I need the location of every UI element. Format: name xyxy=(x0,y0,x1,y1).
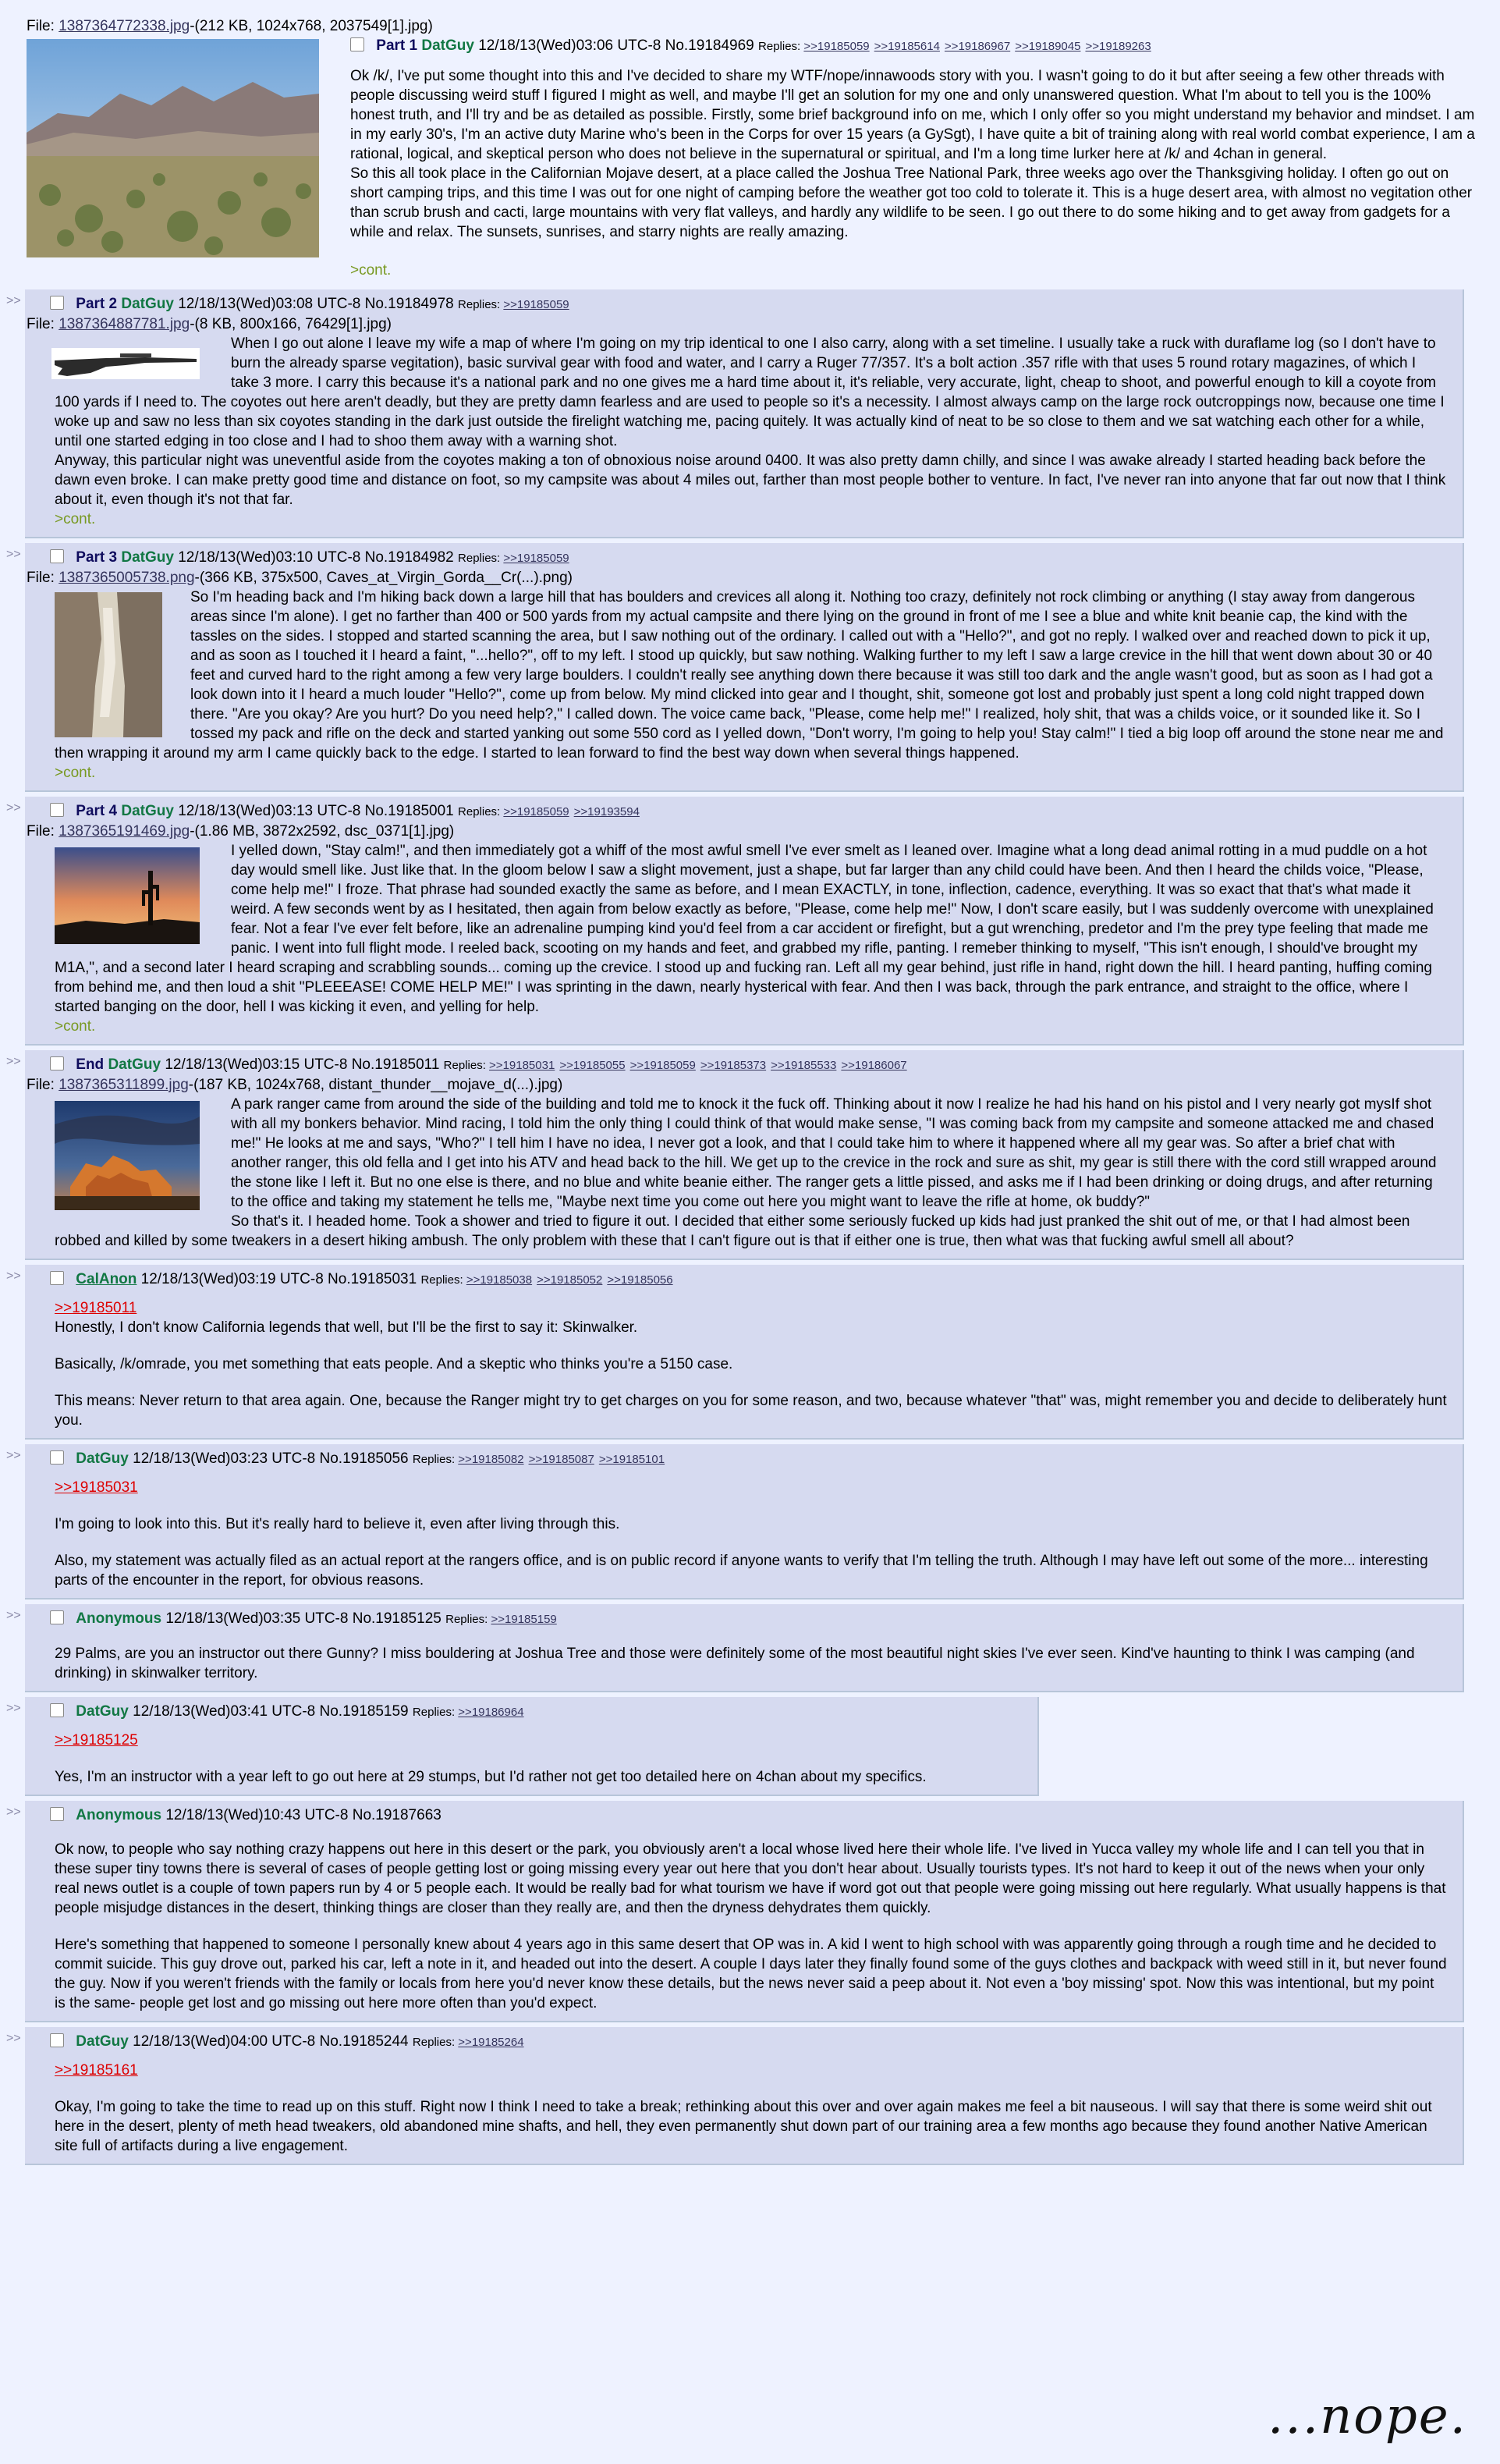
backlink[interactable]: >>19186964 xyxy=(458,1706,524,1719)
reply-poster-name: DatGuy xyxy=(108,1056,161,1073)
reply-datetime: 12/18/13(Wed)03:19 UTC-8 No.19185031 xyxy=(140,1271,417,1287)
reply-post xyxy=(25,1604,1464,1692)
reply-file-info: File: 1387365311899.jpg-(187 KB, 1024x768, distant_thunder__mojave_d(...).jpg) xyxy=(27,1077,563,1093)
op-post xyxy=(0,0,1500,280)
nope-watermark: ...nope. xyxy=(1268,2388,1467,2445)
backlink[interactable]: >>19185264 xyxy=(458,2036,524,2049)
reply-datetime: 12/18/13(Wed)03:13 UTC-8 No.19185001 xyxy=(178,803,454,819)
reply-body xyxy=(55,1840,1447,2013)
reply-subject: Part 2 xyxy=(76,296,118,312)
reply-file-link[interactable]: 1387364887781.jpg xyxy=(59,316,190,332)
reply-arrows: >> xyxy=(6,2032,21,2045)
reply-datetime: 12/18/13(Wed)04:00 UTC-8 No.19185244 xyxy=(133,2033,409,2050)
desert-storm-thumbnail-image[interactable] xyxy=(55,1101,200,1210)
reply-datetime: 12/18/13(Wed)03:08 UTC-8 No.19184978 xyxy=(178,296,454,312)
reply-post xyxy=(25,1801,1464,2022)
reply-body xyxy=(55,1095,1447,1251)
backlink[interactable]: >>19185059 xyxy=(503,805,569,818)
reply-paragraph: Basically, /k/omrade, you met something that eats people. And a skeptic who thinks you're a 5150 case. xyxy=(55,1356,733,1372)
reply-post xyxy=(25,1444,1464,1599)
reply-poster-name: Anonymous xyxy=(76,1610,162,1627)
reply-arrows: >> xyxy=(6,1055,21,1068)
reply-body xyxy=(55,588,1447,783)
reply-row xyxy=(0,1265,1500,1440)
reply-select-checkbox[interactable] xyxy=(50,549,64,563)
reply-select-checkbox[interactable] xyxy=(50,1807,64,1821)
reply-arrows: >> xyxy=(6,1805,21,1819)
reply-file-link[interactable]: 1387365005738.png xyxy=(59,570,195,586)
reply-arrows: >> xyxy=(6,294,21,307)
reply-backlinks: Replies: >>19185159 xyxy=(445,1613,557,1626)
quote-link[interactable]: >>19185031 xyxy=(55,1479,138,1496)
reply-row xyxy=(0,1604,1500,1692)
quote-link[interactable]: >>19185011 xyxy=(55,1300,137,1316)
reply-arrows: >> xyxy=(6,1449,21,1462)
backlink[interactable]: >>19185159 xyxy=(491,1613,557,1626)
reply-datetime: 12/18/13(Wed)03:10 UTC-8 No.19184982 xyxy=(178,549,454,566)
reply-poster-name: DatGuy xyxy=(76,2033,129,2050)
reply-post-part4 xyxy=(25,797,1464,1046)
reply-datetime: 12/18/13(Wed)03:15 UTC-8 No.19185011 xyxy=(165,1056,440,1073)
backlink[interactable]: >>19185373 xyxy=(700,1059,767,1072)
reply-file-info: File: 1387365005738.png-(366 KB, 375x500, Caves_at_Virgin_Gorda__Cr(...).png) xyxy=(27,570,573,586)
reply-arrows: >> xyxy=(6,548,21,561)
reply-paragraph: A park ranger came from around the side of the building and told me to knock it the fuck off. Thinking about it now I realize he had his hand on his pistol and I very nearly got mysIf shot with all my bonkers behavior. Mind racing, I told him the only thing I could think of that would make sense, "I was coming back from my campsite and someone attacked me and chased me!" He looks at me and says, "Who?" I tell him I have no idea, I never got a look, and that I could take him to where it happened where all my gear was. So after a brief chat with another ranger, this old fella and I get into his ATV and head back to the hill. We get up to the crevice in the rock and sure as shit, my gear is still there with the cord still wrapped around the stone like I left it. But no one else is there, and no blue and white beanie either. The ranger gets a little pissed, and asks me if I had been drinking or doing drugs, and after returning to the office and taking my statement he tells me, "Maybe next time you come out here you might want to leave the rifle at home, ok buddy?" xyxy=(231,1096,1437,1210)
reply-paragraph: So I'm heading back and I'm hiking back down a large hill that has boulders and crevices all along it. Nothing too crazy, definitely not rock climbing or anything (I stay away from dangerous areas since I'm alone). I get no farther than 400 or 500 yards from my actual campsite and there lying on the ground in front of me I see a blue and white knit beanie cap, the kind with the tassles on the sides. I stopped and started scanning the area, but I saw nothing out of the ordinary. I called out with a "Hello?", and got no reply. I walked over and reached down to pick it up, and as soon as I touched it I heard a faint, "...hello?", off to my left. I stood up quickly, but saw nothing. Walking further to my left I saw a large crevice in the hill that went down about 30 or 40 feet and curved hard to the right among a few very large boulders. I couldn't really see anything down there because it was still too dark and the angle wasn't good, but as soon as I had got a look down into it I heard a much louder "Hello?", come up from below. My mind clicked into gear and I thought, shit, someone got lost and probably just spent a long cold night trapped down there. "Are you okay? Are you hurt? Do you need help?," I called down. The voice came back, "Please, come help me!" I realized, holy shit, that was a childs voice, or it sounded like it. So I tossed my pack and rifle on the deck and started yanking out some 550 cord as I yelled down, "Don't worry, I'm going to help you! Stay calm!" I tied a big loop off around the stone near me and then wrapping it around my arm I came quickly back to the edge. I started to lean forward to find the best way down when several things happened. xyxy=(55,589,1444,762)
reply-paragraph: Also, my statement was actually filed as an actual report at the rangers office, and is on public record if anyone wants to verify that I'm telling the truth. Although I may have left out some of the more... interesting parts of the encounter in the report, for obvious reasons. xyxy=(55,1553,1428,1589)
reply-row xyxy=(0,1801,1500,2022)
reply-row xyxy=(0,543,1500,792)
reply-paragraph: 29 Palms, are you an instructor out there Gunny? I miss bouldering at Joshua Tree and those were definitely some of the most beautiful night skies I've ever seen. Kind've haunting to think I was camping (and drinking) in skinwalker territory. xyxy=(55,1646,1415,1681)
reply-body xyxy=(55,1478,1447,1590)
reply-poster-name: DatGuy xyxy=(76,1703,129,1720)
reply-poster-name: Anonymous xyxy=(76,1807,162,1823)
reply-paragraph: I'm going to look into this. But it's really hard to believe it, even after living through this. xyxy=(55,1516,620,1532)
reply-select-checkbox[interactable] xyxy=(50,2033,64,2047)
reply-backlinks: Replies: >>19186964 xyxy=(412,1706,524,1719)
reply-poster-name: DatGuy xyxy=(121,803,174,819)
reply-arrows: >> xyxy=(6,1269,21,1283)
cont-greentext: >cont. xyxy=(55,1018,96,1035)
op-paragraph: Ok /k/, I've put some thought into this and I've decided to share my WTF/nope/innawoods story with you. I wasn't going to do it but after seeing a few other threads with people discussing weird stuff I figured I might as well, and maybe I'll get an solution for my one and only unanswered question. What I'm about to tell you is the 100% honest truth, and I'll try and be as detailed as possible. Firstly, some brief background info on me, which I only offer so you might understand my behavior and mindset. I am in my early 30's, I'm an active duty Marine who's been in the Corps for over 15 years (a GySgt), I have quite a bit of training along with real world combat experience, I am a rational, logical, and skeptical person who does not believe in the supernatural or spiritual, and I'm a long time lurker here at /k/ and 4chan in general. xyxy=(350,68,1475,162)
reply-row xyxy=(0,1444,1500,1599)
reply-body xyxy=(55,2061,1447,2156)
backlink[interactable]: >>19185031 xyxy=(489,1059,555,1072)
backlink[interactable]: >>19185038 xyxy=(466,1273,533,1287)
op-file-info: File: 1387364772338.jpg-(212 KB, 1024x768, 2037549[1].jpg) xyxy=(27,18,433,34)
op-reply-link[interactable]: >>19185059 xyxy=(803,40,870,53)
op-reply-link[interactable]: >>19189045 xyxy=(1015,40,1081,53)
reply-row xyxy=(0,289,1500,538)
reply-paragraph: When I go out alone I leave my wife a map of where I'm going on my trip identical to one I also carry, along with a set timeline. I usually take a ruck with duraflame log (so I don't have to burn the already sparse vegitation), basic survival gear with food and water, and I carry a Ruger 77/357. It's a bolt action .357 rifle with that uses 5 round rotary magazines, of which I take 3 more. I carry this because it's a national park and no one gives me a hard time about it, it's reliable, very accurate, light, cheap to shoot, and powerful enough to kill a coyote from 100 yards if I need to. The coyotes out here aren't deadly, but they are pretty damn fearless and are used to people so it's a necessity. I almost always camp on the large rock outcroppings now, because one time I woke up and saw no less than six coyotes standing in the dark just outside the firelight watching me, pacing quitely. It was actually kind of neat to be so close to them and we sat watching each other for a while, until one started edging in too close and I had to shoo them away with a warning shot. xyxy=(55,336,1445,449)
reply-body xyxy=(55,841,1447,1036)
reply-file-info: File: 1387364887781.jpg-(8 KB, 800x166, 76429[1].jpg) xyxy=(27,316,392,332)
reply-header xyxy=(50,2032,1447,2053)
reply-arrows: >> xyxy=(6,1609,21,1622)
reply-body xyxy=(55,1644,1447,1683)
reply-select-checkbox[interactable] xyxy=(50,1056,64,1070)
op-select-checkbox[interactable] xyxy=(350,37,364,51)
reply-post-part2 xyxy=(25,289,1464,538)
reply-backlinks: Replies: >>19185031 >>19185055 >>19185059 >>19185373 >>19185533 >>19186067 xyxy=(443,1059,907,1072)
reply-backlinks: Replies: >>19185059 >>19193594 xyxy=(458,805,640,818)
op-subject: Part 1 xyxy=(376,37,418,54)
backlink[interactable]: >>19193594 xyxy=(573,805,640,818)
backlink[interactable]: >>19185059 xyxy=(503,298,569,311)
reply-post-calanon xyxy=(25,1265,1464,1440)
sunset-cactus-thumbnail-image[interactable] xyxy=(55,847,200,944)
reply-paragraph: So that's it. I headed home. Took a shower and tried to figure it out. I decided that either some seriously fucked up kids had just pranked the shit out of me, or that I had almost been robbed and killed by some tweakers in a desert hiking ambush. The only problem with these that I can't figure out is that if either one is true, then what was that fucking awful smell all about? xyxy=(55,1213,1410,1249)
reply-paragraph: I yelled down, "Stay calm!", and then immediately got a whiff of the most awful smell I've ever smelt as I leaned over. Imagine what a long dead animal rotting in a mud puddle on a hot day would smell like. Just like that. In the gloom below I saw a slight movement, just a shape, but far larger than any child could have been. And then I heard the childs voice, "Please, come help me!" I froze. That phrase had sounded exactly the same as before, and I mean EXACTLY, in tone, inflection, cadence, everything. It was so exact that that's what made it weird. A few seconds went by as I hesitated, then again from below exactly as before, "Please, come help me!" Now, I don't scare easily, but I was suddenly overcome with unexplained fear. Not a fear I've ever felt before, like an adrenaline pumping kind you'd feel from a car accident or firefight, but a gut wrenching, predetor and I'm the prey type feeling that made me panic. I went into full flight mode. I reeled back, scooting on my hands and feet, and grabbed my rifle, panting. I remeber thinking to myself, "This isn't enough, I should've brought my M1A,", and a second later I heard scraping and scrabbling sounds... coming up the crevice. I stood up and fucking ran. Left all my gear behind, just rifle in hand, right down the hill. I heard panting, huffing coming from behind me, and then loud a shit "PLEEEASE! COME HELP ME!" I was sprinting in the dawn, nearly hysterical with fear. And then I was back, through the park entrance, and straight to the office, where I started banging on the door, hell I was kicking it even, and yelling for help. xyxy=(55,843,1434,1015)
reply-post xyxy=(25,1697,1039,1796)
reply-header xyxy=(50,1269,1447,1291)
quote-link[interactable]: >>19185161 xyxy=(55,2062,138,2079)
reply-datetime: 12/18/13(Wed)10:43 UTC-8 No.19187663 xyxy=(165,1807,441,1823)
reply-select-checkbox[interactable] xyxy=(50,1271,64,1285)
reply-datetime: 12/18/13(Wed)03:41 UTC-8 No.19185159 xyxy=(133,1703,409,1720)
op-datetime: 12/18/13(Wed)03:06 UTC-8 No.19184969 xyxy=(478,37,754,54)
reply-row xyxy=(0,1050,1500,1260)
reply-file-link[interactable]: 1387365311899.jpg xyxy=(59,1077,189,1093)
op-paragraph: So this all took place in the Californian Mojave desert, at a place called the Joshua Tree National Park, three weeks ago over the Thanksgiving holiday. I often go out on short camping trips, and this time I was out for one night of camping before the weather got too cold to tolerate it. This is a huge desert area, with almost no vegitation other than scrub brush and cacti, large mountains with very flat valleys, and hardly any wildlife to be seen. I go out there to do some hiking and to get away from gadgets for a while and relax. The sunsets, sunrises, and starry nights are really amazing. xyxy=(350,165,1473,240)
reply-header xyxy=(50,1609,1447,1630)
backlink[interactable]: >>19185101 xyxy=(598,1453,665,1466)
reply-row xyxy=(0,1697,1500,1796)
reply-body xyxy=(55,1298,1447,1430)
reply-body xyxy=(55,334,1447,529)
reply-header xyxy=(50,1055,1447,1076)
reply-paragraph: Yes, I'm an instructor with a year left to go out here at 29 stumps, but I'd rather not get too detailed here on 4chan about my specifics. xyxy=(55,1769,927,1785)
backlink[interactable]: >>19185082 xyxy=(458,1453,524,1466)
reply-paragraph: Anyway, this particular night was uneventful aside from the coyotes making a ton of obnoxious noise around 0400. It was also pretty damn chilly, and since I was awake already I started heading back before the dawn even broke. I can make pretty good time and distance on foot, so my campsite was about 4 miles out, farther than most people bother to venture. In fact, I've never ran into anyone that far out now that I think about it, even though it's not that far. xyxy=(55,453,1446,508)
reply-row xyxy=(0,2027,1500,2165)
op-file-link[interactable]: 1387364772338.jpg xyxy=(59,18,190,34)
backlink[interactable]: >>19185059 xyxy=(629,1059,696,1072)
backlink[interactable]: >>19185059 xyxy=(503,552,569,565)
reply-poster-name: DatGuy xyxy=(76,1450,129,1467)
reply-header xyxy=(50,801,1447,822)
reply-poster-name[interactable]: CalAnon xyxy=(76,1271,137,1287)
reply-header xyxy=(50,1702,1022,1723)
reply-backlinks: Replies: >>19185082 >>19185087 >>19185101 xyxy=(412,1453,665,1466)
backlink[interactable]: >>19185055 xyxy=(559,1059,626,1072)
reply-file-link[interactable]: 1387365191469.jpg xyxy=(59,823,190,840)
reply-datetime: 12/18/13(Wed)03:23 UTC-8 No.19185056 xyxy=(133,1450,409,1467)
reply-post-end xyxy=(25,1050,1464,1260)
reply-row xyxy=(0,797,1500,1046)
backlink[interactable]: >>19185533 xyxy=(771,1059,837,1072)
reply-header xyxy=(50,1805,1447,1826)
reply-subject: Part 3 xyxy=(76,549,118,566)
quote-link[interactable]: >>19185125 xyxy=(55,1732,138,1749)
reply-select-checkbox[interactable] xyxy=(50,1703,64,1717)
cave-thumbnail-image[interactable] xyxy=(55,592,162,737)
reply-paragraph: Honestly, I don't know California legends that well, but I'll be the first to say it: Skinwalker. xyxy=(55,1319,638,1336)
op-replies: Replies: >>19185059 >>19185614 >>19186967 >>19189045 >>19189263 xyxy=(758,40,1151,53)
backlink[interactable]: >>19186067 xyxy=(841,1059,907,1072)
reply-subject: End xyxy=(76,1056,105,1073)
op-thumbnail-desert-image[interactable] xyxy=(27,39,319,257)
reply-backlinks: Replies: >>19185264 xyxy=(412,2036,524,2049)
cont-greentext: >cont. xyxy=(55,511,96,527)
reply-poster-name: DatGuy xyxy=(121,549,174,566)
op-reply-link[interactable]: >>19186967 xyxy=(944,40,1011,53)
reply-backlinks: Replies: >>19185059 xyxy=(458,298,569,311)
reply-header xyxy=(50,294,1447,315)
reply-post xyxy=(25,2027,1464,2165)
reply-header xyxy=(50,1449,1447,1470)
op-cont-greentext: >cont. xyxy=(350,262,392,279)
op-poster-name: DatGuy xyxy=(421,37,474,54)
backlink[interactable]: >>19185052 xyxy=(537,1273,603,1287)
reply-post-part3 xyxy=(25,543,1464,792)
reply-datetime: 12/18/13(Wed)03:35 UTC-8 No.19185125 xyxy=(165,1610,441,1627)
reply-paragraph: Here's something that happened to someone I personally knew about 4 years ago in this same desert that OP was in. A kid I went to high school with was apparently going through a rough time and he decided to commit suicide. This guy drove out, parked his car, left a note in it, and headed out into the desert. A couple I days later they finally found some of the guys clothes and backpack with weed still in it, but never found the guy. Now if you weren't friends with the family or locals from here you'd never know these details, but the news never said a peep about it. Not even a 'boy missing' spot. Now this was intentional, but my point is the same- people get lost and go missing out here more often than you'd expect. xyxy=(55,1937,1447,2011)
reply-paragraph: Okay, I'm going to take the time to read up on this stuff. Right now I think I need to take a break; rethinking about this over and over again makes me feel a bit nauseous. I will say that there is some weird shit out here in the desert, plenty of meth head tweakers, old abandoned mine shafts, and hell, they even permanently shut down part of our training area a few months ago because they found another Native American site full of artifacts during a live engagement. xyxy=(55,2099,1432,2154)
reply-subject: Part 4 xyxy=(76,803,118,819)
reply-header xyxy=(50,548,1447,569)
reply-file-info: File: 1387365191469.jpg-(1.86 MB, 3872x2592, dsc_0371[1].jpg) xyxy=(27,823,455,840)
reply-backlinks: Replies: >>19185038 >>19185052 >>19185056 xyxy=(420,1273,673,1287)
reply-body xyxy=(55,1731,1022,1787)
backlink[interactable]: >>19185056 xyxy=(607,1273,673,1287)
op-reply-link[interactable]: >>19189263 xyxy=(1085,40,1151,53)
op-reply-link[interactable]: >>19185614 xyxy=(874,40,940,53)
backlink[interactable]: >>19185087 xyxy=(528,1453,594,1466)
reply-arrows: >> xyxy=(6,801,21,815)
reply-select-checkbox[interactable] xyxy=(50,1450,64,1465)
reply-paragraph: This means: Never return to that area again. One, because the Ranger might try to get charges on you for some reason, and two, because whatever "that" was, might remember you and decide to deliberately hunt you. xyxy=(55,1393,1447,1429)
reply-arrows: >> xyxy=(6,1702,21,1715)
reply-backlinks: Replies: >>19185059 xyxy=(458,552,569,565)
reply-paragraph: Ok now, to people who say nothing crazy happens out here in this desert or the park, you obviously aren't a local whose lived here their whole life. I've lived in Yucca valley my whole life and I can tell you that in these super tiny towns there is several of cases of people getting lost or going missing every year out here that you don't hear about. Usually tourists types. It's not hard to keep it out of the news when your only real news outlet is a couple of town papers run by 4 or 5 people each. It would be really bad for what tourism we have if word got out that people were going missing out here regularly. What usually happens is that people misjudge distances in the desert, thinking things are closer than they really are, and then the dryness dehydrates them quickly. xyxy=(55,1841,1446,1916)
reply-select-checkbox[interactable] xyxy=(50,803,64,817)
rifle-thumbnail-image[interactable] xyxy=(51,348,200,379)
reply-select-checkbox[interactable] xyxy=(50,296,64,310)
cont-greentext: >cont. xyxy=(55,765,96,781)
reply-select-checkbox[interactable] xyxy=(50,1610,64,1624)
reply-poster-name: DatGuy xyxy=(121,296,174,312)
